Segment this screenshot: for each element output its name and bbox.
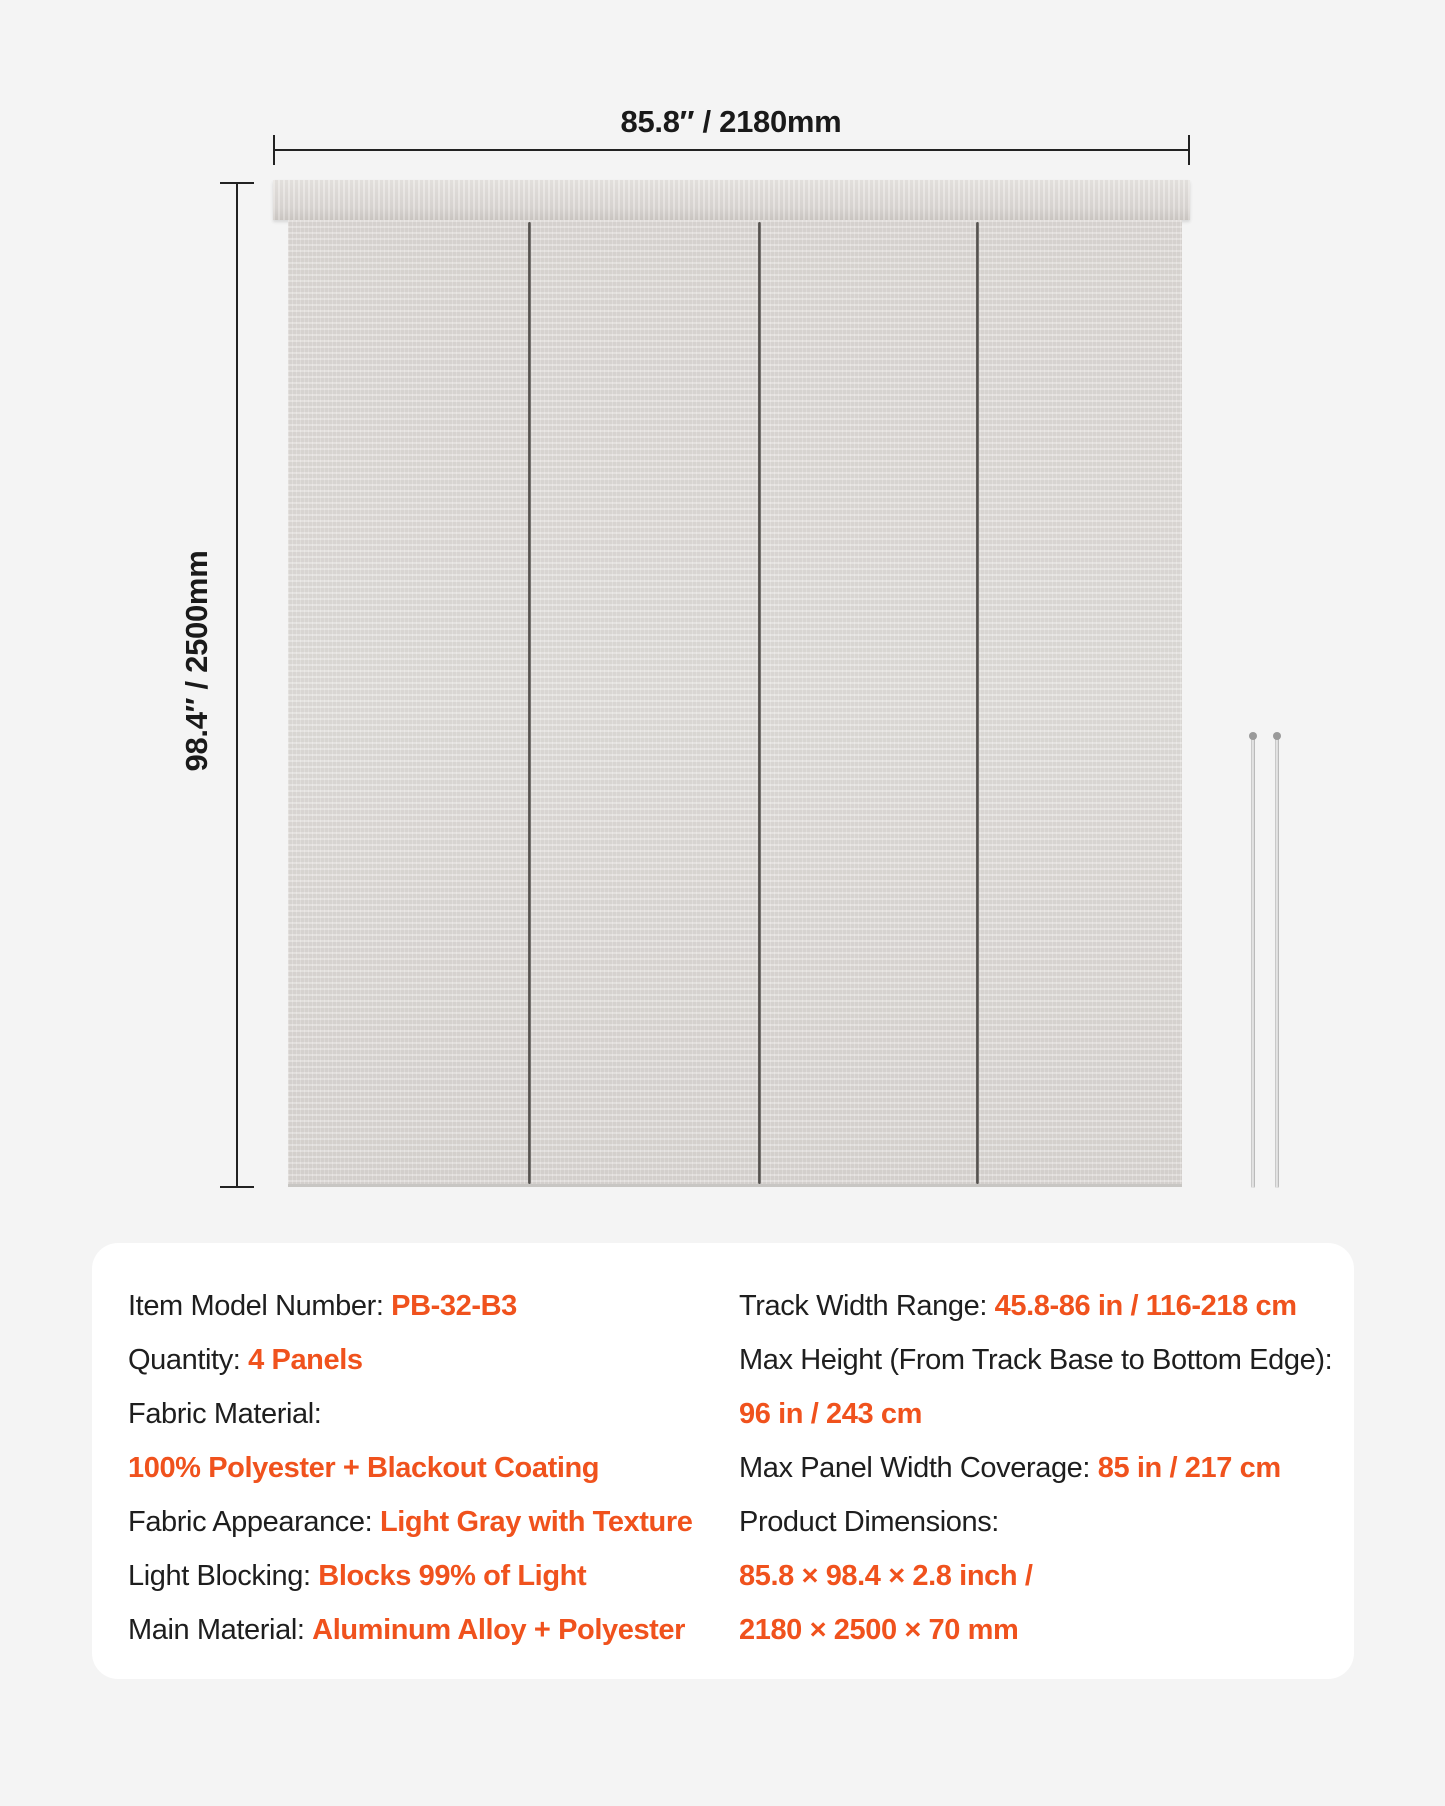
spec-track-width-label: Track Width Range:: [739, 1290, 995, 1322]
spec-fabric-material-value: 100% Polyester + Blackout Coating: [128, 1452, 600, 1484]
spec-quantity-value: 4 Panels: [248, 1344, 363, 1376]
width-dimension-line: [273, 149, 1190, 151]
spec-fabric-material-label: Fabric Material:: [128, 1398, 322, 1430]
spec-light-blocking: [128, 1562, 586, 1591]
panel-seam: [758, 222, 761, 1184]
spec-model: [128, 1292, 517, 1321]
width-dimension-tick-right: [1188, 135, 1190, 165]
height-dimension-line: [236, 183, 238, 1187]
spec-track-width: [739, 1292, 1297, 1321]
control-wand-icon: [1275, 736, 1279, 1188]
wand-hook-icon: [1249, 732, 1257, 740]
spec-main-material-value: Aluminum Alloy + Polyester: [312, 1614, 686, 1646]
spec-track-width-value: 45.8-86 in / 116-218 cm: [994, 1290, 1297, 1322]
spec-product-dimensions-value-2: 2180 × 2500 × 70 mm: [739, 1614, 1019, 1646]
spec-max-panel-width-label: Max Panel Width Coverage:: [739, 1452, 1098, 1484]
spec-max-height-label: Max Height (From Track Base to Bottom Edge):: [739, 1344, 1333, 1376]
spec-fabric-appearance: [128, 1508, 692, 1537]
spec-model-value: PB-32-B3: [391, 1290, 517, 1322]
panel-seam: [528, 222, 531, 1184]
blind-panel-4: [976, 220, 1182, 1187]
track-rail: [273, 180, 1190, 220]
blind-panel-1: [288, 220, 528, 1187]
spec-max-height-value: 96 in / 243 cm: [739, 1398, 923, 1430]
width-dimension-label: 85.8″ / 2180mm: [620, 104, 842, 139]
height-dimension-tick-bottom: [220, 1186, 254, 1188]
spec-product-dimensions-value-1: 85.8 × 98.4 × 2.8 inch /: [739, 1560, 1033, 1592]
spec-fabric-appearance-label: Fabric Appearance:: [128, 1506, 380, 1538]
spec-quantity-label: Quantity:: [128, 1344, 249, 1376]
spec-max-panel-width: [739, 1454, 1281, 1483]
height-dimension-label: 98.4″ / 2500mm: [179, 550, 214, 772]
spec-main-material: [128, 1616, 685, 1645]
spec-light-blocking-value: Blocks 99% of Light: [318, 1560, 587, 1592]
panel-seam: [976, 222, 979, 1184]
blind-panel-2: [528, 220, 758, 1187]
spec-main-material-label: Main Material:: [128, 1614, 313, 1646]
height-dimension-tick-top: [220, 182, 254, 184]
spec-max-panel-width-value: 85 in / 217 cm: [1097, 1452, 1281, 1484]
spec-product-dimensions-label: Product Dimensions:: [739, 1506, 999, 1538]
spec-light-blocking-label: Light Blocking:: [128, 1560, 319, 1592]
spec-model-label: Item Model Number:: [128, 1290, 392, 1322]
blind-panel-3: [758, 220, 976, 1187]
panel-blinds: [288, 220, 1182, 1187]
width-dimension-tick-left: [273, 135, 275, 165]
spec-fabric-appearance-value: Light Gray with Texture: [379, 1506, 693, 1538]
spec-quantity: [128, 1346, 363, 1375]
control-wand-icon: [1251, 736, 1255, 1188]
wand-hook-icon: [1273, 732, 1281, 740]
